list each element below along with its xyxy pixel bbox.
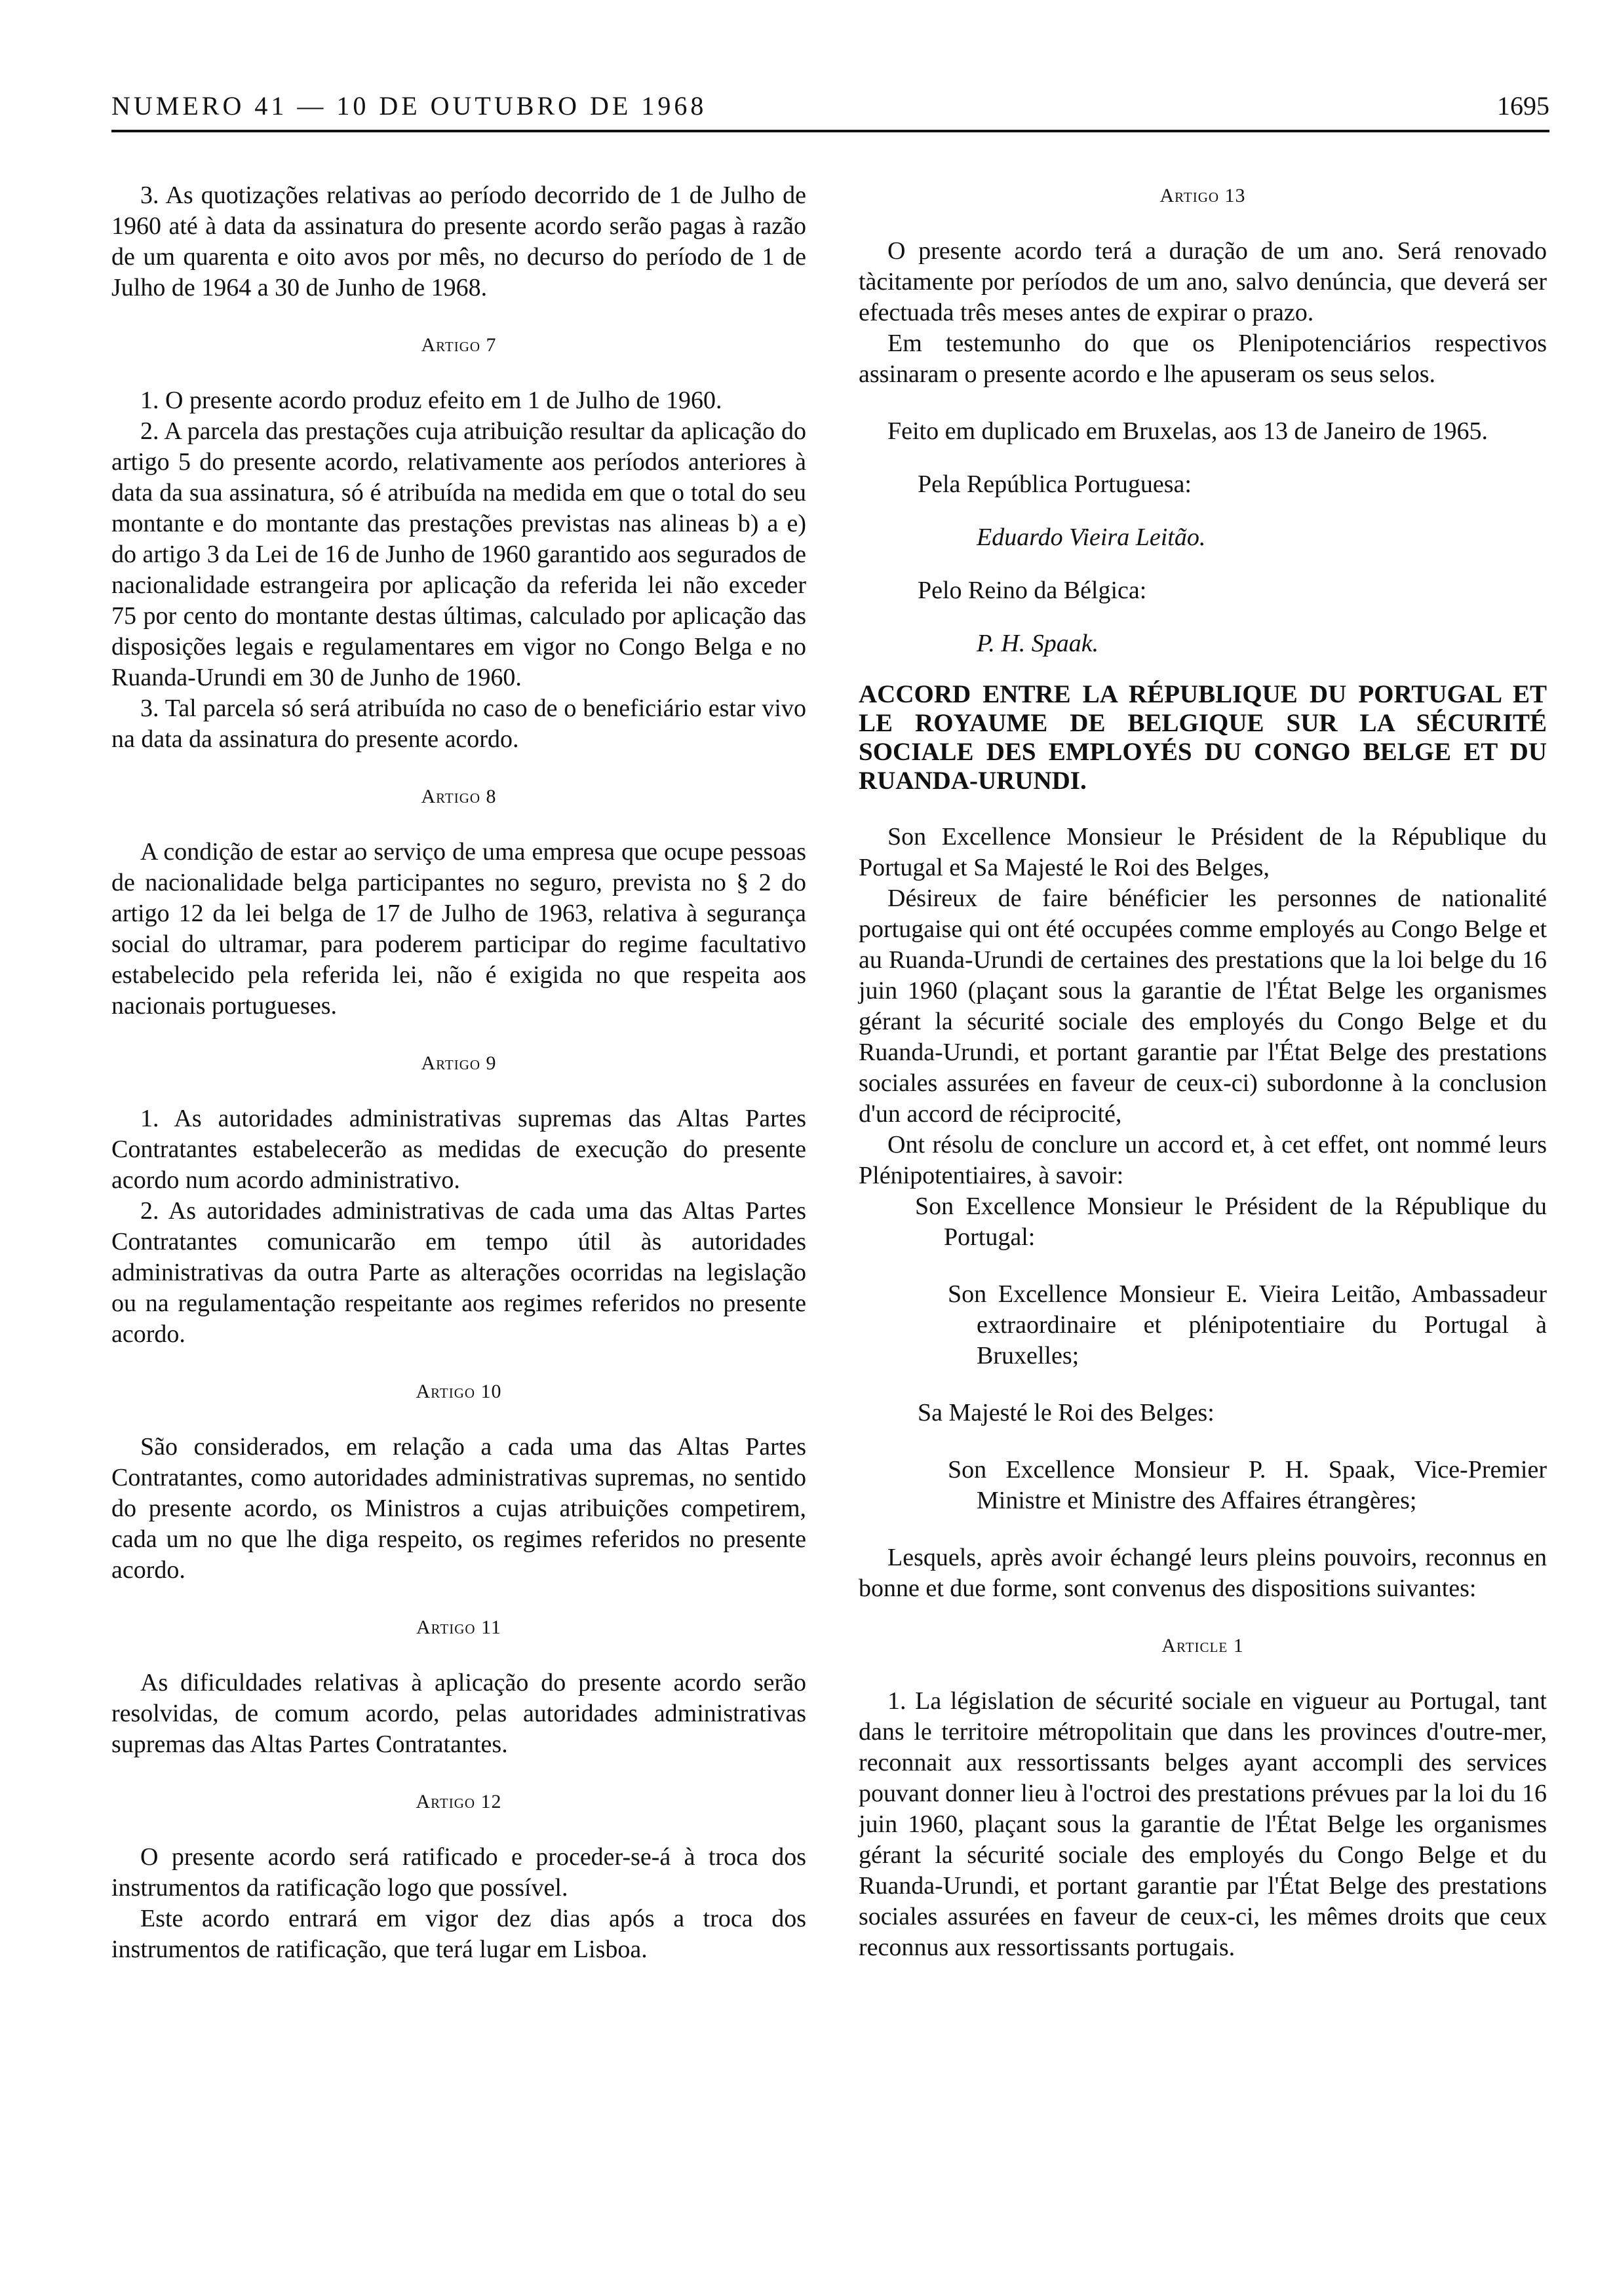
paragraph: 2. As autoridades administrativas de cada uma das Altas Partes Contratantes comunicarão em tempo útil às autoridades administrativas da outra Parte as alterações ocorridas na legislação ou na regulamentação respeitante aos regimes referidos no presente acordo. bbox=[111, 1197, 806, 1348]
paragraph: Son Excellence Monsieur le Président de la République du Portugal et Sa Majesté le Roi des Belges, bbox=[859, 823, 1547, 881]
paragraph: Este acordo entrará em vigor dez dias após a troca dos instrumentos de ratificação, que terá lugar em Lisboa. bbox=[111, 1905, 806, 1963]
paragraph: O presente acordo será ratificado e proceder-se-á à troca dos instrumentos da ratificação logo que possível. bbox=[111, 1843, 806, 1902]
article-heading: Artigo 13 bbox=[1159, 185, 1246, 206]
paragraph: São considerados, em relação a cada uma das Altas Partes Contratantes, como autoridades administrativas supremas, no sentido do presente acordo, os Ministros a cujas atribuições competirem, cada um no que lhe diga respeito, os regimes referidos no presente acordo. bbox=[111, 1433, 806, 1584]
page-header bbox=[111, 90, 1549, 132]
header-title: NUMERO 41 — 10 DE OUTUBRO DE 1968 bbox=[111, 91, 707, 121]
paragraph: O presente acordo terá a duração de um ano. Será renovado tàcitamente por períodos de um ano, salvo denúncia, que deverá ser efectuada três meses antes de expirar o prazo. bbox=[859, 237, 1547, 326]
paragraph: Ont résolu de conclure un accord et, à cet effet, ont nommé leurs Plénipotentiaires, à savoir: bbox=[859, 1131, 1547, 1189]
article-heading: Artigo 8 bbox=[421, 786, 497, 807]
paragraph: Em testemunho do que os Plenipotenciários respectivos assinaram o presente acordo e lhe apuseram os seus selos. bbox=[859, 330, 1547, 388]
paragraph: Lesquels, après avoir échangé leurs pleins pouvoirs, reconnus en bonne et due forme, sont convenus des dispositions suivantes: bbox=[859, 1544, 1547, 1602]
left-column bbox=[111, 180, 806, 1965]
article-heading: Artigo 11 bbox=[416, 1617, 501, 1638]
paragraph: Feito em duplicado em Bruxelas, aos 13 de Janeiro de 1965. bbox=[887, 417, 1489, 445]
article-heading: Article 1 bbox=[1161, 1635, 1244, 1656]
article-heading: Artigo 9 bbox=[421, 1052, 497, 1074]
paragraph: 1. O presente acordo produz efeito em 1 de Julho de 1960. bbox=[140, 387, 722, 414]
paragraph: Son Excellence Monsieur E. Vieira Leitão, Ambassadeur extraordinaire et plénipotentiaire du Portugal à Bruxelles; bbox=[948, 1280, 1547, 1369]
article-heading: Artigo 10 bbox=[416, 1381, 502, 1402]
paragraph: 1. As autoridades administrativas supremas das Altas Partes Contratantes estabelecerão as medidas de execução do presente acordo num acordo administrativo. bbox=[111, 1105, 806, 1194]
paragraph: Sa Majesté le Roi des Belges: bbox=[918, 1399, 1215, 1426]
section-heading: ACCORD ENTRE LA RÉPUBLIQUE DU PORTUGAL ET LE ROYAUME DE BELGIQUE SUR LA SÉCURITÉ SOCIALE DES EMPLOYÉS DU CONGO BELGE ET DU RUANDA-URUNDI. bbox=[859, 680, 1547, 795]
paragraph: As dificuldades relativas à aplicação do presente acordo serão resolvidas, de comum acordo, pelas autoridades administrativas supremas das Altas Partes Contratantes. bbox=[111, 1669, 806, 1758]
signature-name: Eduardo Vieira Leitão. bbox=[977, 524, 1206, 551]
article-heading: Artigo 12 bbox=[416, 1791, 502, 1812]
signature-label: Pela República Portuguesa: bbox=[918, 470, 1192, 498]
paragraph: 3. As quotizações relativas ao período decorrido de 1 de Julho de 1960 até à data da assinatura do presente acordo serão pagas à razão de um quarenta e oito avos por mês, no decurso do período de 1 de Julho de 1964 a 30 de Junho de 1968. bbox=[111, 182, 806, 301]
paragraph: Son Excellence Monsieur le Président de la République du Portugal: bbox=[915, 1193, 1547, 1251]
page-number: 1695 bbox=[1497, 91, 1549, 121]
paragraph: 1. La législation de sécurité sociale en vigueur au Portugal, tant dans le territoire métropolitain que dans les provinces d'outre-mer, reconnait aux ressortissants belges ayant accompli des services pouvant donner lieu à l'octroi des prestations prévues par la loi du 16 juin 1960, plaçant sous la garantie de l'État Belge les organismes gérant la sécurité sociale des employés du Congo Belge et du Ruanda-Urundi, et portant garantie par l'État Belge des prestations sociales assurées en faveur de ceux-ci, les mêmes droits que ceux reconnus aux ressortissants portugais. bbox=[859, 1687, 1547, 1961]
paragraph: Désireux de faire bénéficier les personnes de nationalité portugaise qui ont été occupées comme employés au Congo Belge et au Ruanda-Urundi de certaines des prestations que la loi belge du 16 juin 1960 (plaçant sous la garantie de l'État Belge les organismes gérant la sécurité sociale des employés du Congo Belge et du Ruanda-Urundi, et portant garantie par l'État Belge des prestations sociales assurées en faveur de ceux-ci) subordonne à la conclusion d'un accord de réciprocité, bbox=[859, 885, 1547, 1128]
paragraph: 3. Tal parcela só será atribuída no caso de o beneficiário estar vivo na data da assinatura do presente acordo. bbox=[111, 695, 806, 753]
right-column bbox=[859, 180, 1547, 1963]
signature-name: P. H. Spaak. bbox=[977, 630, 1099, 657]
article-heading: Artigo 7 bbox=[421, 334, 497, 356]
paragraph: A condição de estar ao serviço de uma empresa que ocupe pessoas de nacionalidade belga participantes no seguro, prevista no § 2 do artigo 12 da lei belga de 17 de Julho de 1963, relativa à segurança social do ultramar, para poderem participar do regime facultativo estabelecido pela referida lei, não é exigida no que respeita aos nacionais portugueses. bbox=[111, 838, 806, 1020]
signature-label: Pelo Reino da Bélgica: bbox=[918, 577, 1147, 604]
paragraph: Son Excellence Monsieur P. H. Spaak, Vice-Premier Ministre et Ministre des Affaires étrangères; bbox=[948, 1456, 1547, 1514]
paragraph: 2. A parcela das prestações cuja atribuição resultar da aplicação do artigo 5 do presente acordo, relativamente aos períodos anteriores à data da sua assinatura, só é atribuída na medida em que o total do seu montante e do montante das prestações previstas nas alineas b) a e) do artigo 3 da Lei de 16 de Junho de 1960 garantido aos segurados de nacionalidade estrangeira por aplicação da referida lei não exceder 75 por cento do montante destas últimas, calculado por aplicação das disposições legais e regulamentares em vigor no Congo Belga e no Ruanda-Urundi em 30 de Junho de 1960. bbox=[111, 417, 806, 691]
